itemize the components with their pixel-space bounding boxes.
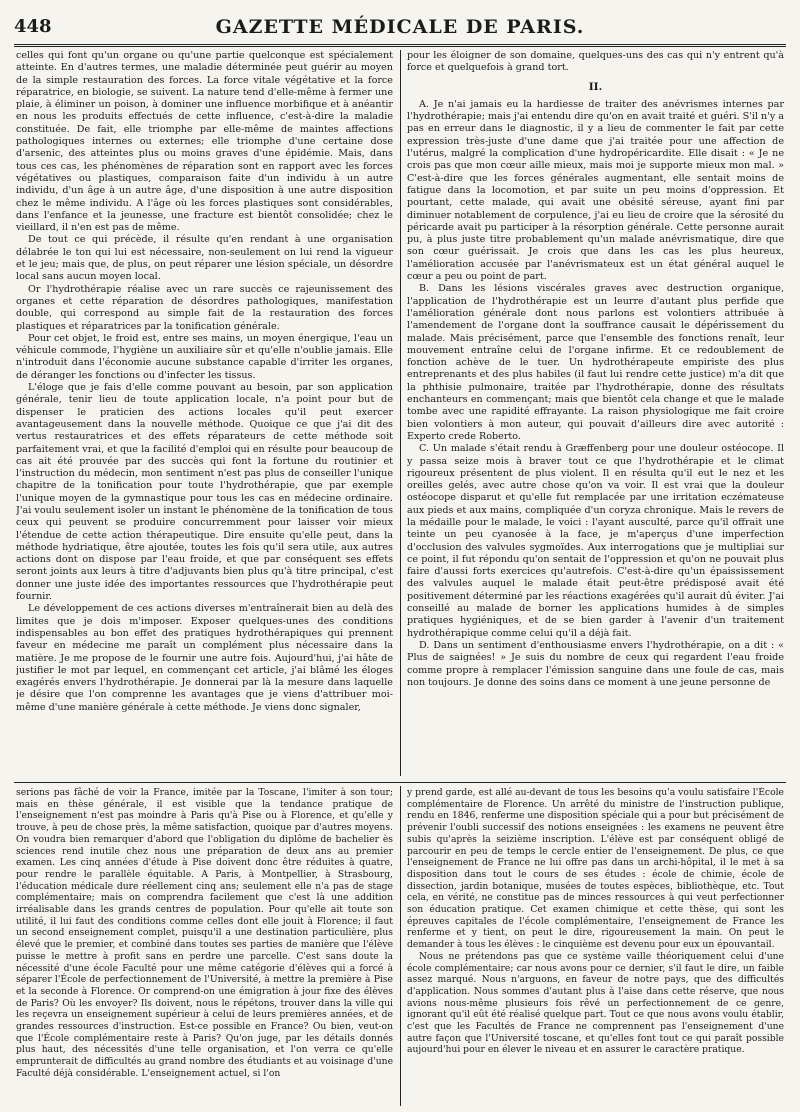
column-divider-top	[400, 50, 401, 776]
paragraph: De tout ce qui précède, il résulte qu'en rendant à une organisation délabrée le ton qui lui est nécessaire, non-seulement on lui rend la vigueur et le jeu; mais que, de plus, on peut réparer une lésion spéciale, un désordre local sans aucun moyen local.	[16, 234, 393, 283]
paragraph: C. Un malade s'était rendu à Græffenberg pour une douleur ostéocope. Il y passa seize mois à braver tout ce que l'hydrothérapie et le climat rigoureux présentent de plus violent. Il en résulta qu'il eut le nez et les oreilles gelés, avec autre chose qu'on va voir. Il est vrai que la douleur ostéocope disparut et qu'elle fut remplacée par une irritation eczémateuse aux pieds et aux mains, compliquée d'un coryza chronique. Mais le revers de la médaille pour le malade, le voici : l'ayant ausculté, parce qu'il offrait une teinte un peu cyanosée à la face, je m'aperçus d'une imperfection d'occlusion des valvules sygmoïdes. Aux interrogations que je multipliai sur ce point, il fut répondu qu'on sentait de l'oppression et qu'on ne pouvait plus faire d'aussi forts exercices qu'autrefois. C'est-à-dire qu'un épaississement des valvules auquel le malade était peut-être prédisposé avait été positivement déterminé par les réactions exagérées qu'il aurait dû éviter. J'ai conseillé au malade de borner les applications humides à de simples pratiques hygiéniques, et de se bien garder à l'avenir d'un traitement hydrothérapique comme celui qu'il a déjà fait.	[407, 443, 784, 639]
section-separator-rule	[14, 782, 786, 783]
paragraph: Pour cet objet, le froid est, entre ses mains, un moyen énergique, l'eau un véhicule commode, l'hygiène un auxiliaire sûr et qu'elle n'oublie jamais. Elle n'introduit dans l'économie aucune substance capable d'irriter les organes, de déranger les fonctions ou d'infecter les tissus.	[16, 332, 393, 381]
header-rule	[14, 44, 786, 45]
paragraph: y prend garde, est allé au-devant de tous les besoins qu'a voulu satisfaire l'École complémentaire de Florence. Un arrêté du ministre de l'instruction publique, rendu en 1846, renferme une disposition spéciale qui a pour but précisément de prévenir l'oubli successif des notions enseignées : les examens ne peuvent être subis qu'après la seizième inscription. L'élève est par conséquent obligé de parcourir en peu de temps le cercle entier de l'enseignement. De plus, ce que l'enseignement de France ne lui offre pas dans un archi-hôpital, il le met à sa disposition dans tout le cours de ses études : école de chimie, école de dissection, jardin botanique, musées de toutes espèces, bibliothèque, etc. Tout cela, en vérité, ne constitue pas de minces ressources à qui veut perfectionner son éducation pratique. Cet examen chimique et cette thèse, qui sont les épreuves capitales de l'école complémentaire, l'enseignement de France les renferme et y tient, on peut le dire, rigoureusement la main. On peut le demander à tous les élèves : le cinquième est devenu pour eux un épouvantail.	[407, 787, 784, 951]
paragraph: Nous ne prétendons pas que ce système vaille théoriquement celui d'une école complémentaire; car nous avons pour ce dernier, s'il faut le dire, un faible assez marqué. Nous n'arguons, en faveur de notre pays, que des difficultés d'application. Nous sommes d'autant plus à l'aise dans cette réserve, que nous avions nous-même plusieurs fois rêvé un perfectionnement de ce genre, ignorant qu'il eût été réalisé quelque part. Tout ce que nous avons voulu établir, c'est que les Facultés de France ne comprennent pas l'enseignement d'une autre façon que l'Université toscane, et qu'elles font tout ce qui paraît possible aujourd'hui pour en élever le niveau et en assurer le caractère pratique.	[407, 950, 784, 1056]
header-rule-double	[14, 46, 786, 47]
bottom-right-column	[407, 787, 784, 1107]
paragraph: Or l'hydrothérapie réalise avec un rare succès ce rajeunissement des organes et cette réparation de désordres pathologiques, manifestation double, qui correspond au simple fait de la restauration des forces plastiques et réparatrices par la tonification générale.	[16, 283, 393, 332]
journal-title: GAZETTE MÉDICALE DE PARIS.	[215, 16, 585, 38]
paragraph: L'éloge que je fais d'elle comme pouvant au besoin, par son application générale, tenir lieu de toute application locale, n'a point pour but de dispenser le praticien des actions locales qu'il peut exercer avantageusement dans la nouvelle méthode. Quoique ce que j'ai dit des vertus restauratrices et des effets réparateurs de cette méthode soit parfaitement vrai, et que la facilité d'emploi qui en résulte pour beaucoup de cas ait été prouvée par des succès qui font la fortune du routinier et l'instruction du médecin, mon sentiment n'est pas plus de conseiller l'unique chapitre de la tonification pour toute l'hydrothérapie, que par exemple l'unique moyen de la gymnastique pour tous les cas en médecine ordinaire. J'ai voulu seulement isoler un instant le phénomène de la tonification de tous ceux qui peuvent se produire concurremment pour laisser voir mieux l'étendue de cette action thérapeutique. Dire ensuite qu'elle peut, dans la méthode hydriatique, être ajoutée, toutes les fois qu'il sera utile, aux autres actions dont on dispose par l'eau froide, et que par conséquent ses effets seront joints aux leurs à titre d'adjuvants bien plus qu'à titre principal, c'est donner une juste idée des importantes ressources que l'hydrothérapie peut fournir.	[16, 382, 393, 603]
page-number: 448	[14, 16, 52, 37]
paragraph-intro: pour les éloigner de son domaine, quelques-uns des cas qui n'y entrent qu'à force et quelquefois à grand tort.	[407, 50, 784, 74]
top-left-column	[16, 50, 393, 778]
paragraph: D. Dans un sentiment d'enthousiasme envers l'hydrothérapie, on a dit : « Plus de saignées! » Je suis du nombre de ceux qui regardent l'eau froide comme propre à remplacer l'émission sanguine dans une foule de cas, mais non toujours. Je donne des soins dans ce moment à une jeune personne de	[407, 639, 784, 688]
paragraph: serions pas fâché de voir la France, imitée par la Toscane, l'imiter à son tour; mais en thèse générale, il est visible que la tendance pratique de l'enseignement n'est pas moindre à Paris qu'à Pise ou à Florence, et qu'elle y trouve, à peu de chose près, la même satisfaction, quoique par d'autres moyens. On voudra bien remarquer d'abord que l'obligation du diplôme de bachelier ès sciences rend inutile chez nous une préparation de deux ans au premier examen. Les cinq années d'étude à Pise doivent donc être réduites à quatre, pour rendre le parallèle équitable. A Paris, à Montpellier, à Strasbourg, l'éducation médicale dure réellement cinq ans; seulement elle n'a pas de stage complémentaire; mais on comprendra facilement que c'est là une addition irréalisable dans les grands centres de population. Pour qu'elle ait toute son utilité, il lui faut des conditions comme celles dont elle jouit à Florence; il faut un second enseignement complet, puisqu'il a une destination particulière, plus élevé que le premier, et combiné dans toutes ses parties de manière que l'élève puisse le mettre à profit sans en perdre une parcelle. C'est sans doute la nécessité d'une école Faculté pour une même catégorie d'élèves qui a forcé à séparer l'École de perfectionnement de l'Université, à mettre la première à Pise et la seconde à Florence. Or comprend-on une émigration à jour fixe des élèves de Paris? Où les envoyer? Ils doivent, nous le répétons, trouver dans la ville qui les reçevra un enseignement supérieur à celui de leurs premières années, et de grandes ressources d'instruction. Est-ce possible en France? Ou bien, veut-on que l'École complémentaire reste à Paris? Qu'on juge, par les détails donnés plus haut, des nécessités d'une telle organisation, et l'on verra ce qu'elle emprunterait de difficultés au grand nombre des étudiants et au voisinage d'une Faculté déjà considérable. L'enseignement actuel, si l'on	[16, 787, 393, 1079]
paragraph: Le développement de ces actions diverses m'entraînerait bien au delà des limites que je dois m'imposer. Exposer quelques-unes des conditions indispensables au bon effet des pratiques hydrothérapiques qui prennent faveur en médecine me paraît un complément plus nécessaire dans la matière. Je me propose de le fournir une autre fois. Aujourd'hui, j'ai hâte de justifier le mot par lequel, en commençant cet article, j'ai blâmé les éloges exagérés envers l'hydrothérapie. Je donnerai par là la mesure dans laquelle je désire que l'on comprenne les avantages que je viens d'attribuer moi-même d'une manière générale à cette méthode. Je viens donc signaler,	[16, 603, 393, 713]
page-header	[14, 14, 786, 40]
paragraph: B. Dans les lésions viscérales graves avec destruction organique, l'application de l'hydrothérapie est un leurre d'autant plus perfide que l'amélioration générale dont nous parlons est volontiers attribuée à l'amendement de l'organe dont la souffrance causait le dépérissement du malade. Mais précisément, parce que l'ensemble des fonctions renaît, leur mouvement entraîne celui de l'organe infirme. Et ce redoublement de fonction achève de le tuer. Un hydrothérapeute empiriste des plus entreprenants et des plus habiles (il faut lui rendre cette justice) m'a dit que la phthisie pulmonaire, traitée par l'hydrothérapie, donne des résultats enchanteurs en commençant; mais que bientôt cela change et que le malade tombe avec une rapidité effrayante. La raison physiologique me fait croire bien volontiers à mon auteur, qui pouvait d'ailleurs dire avec autorité : Experto crede Roberto.	[407, 283, 784, 442]
section-number: II.	[588, 80, 603, 93]
bottom-left-column	[16, 787, 393, 1107]
paragraph: celles qui font qu'un organe ou qu'une partie quelconque est spécialement atteinte. En d'autres termes, une maladie déterminée peut guérir au moyen de la simple restauration des forces. La force vitale végétative et la force réparatrice, en biologie, se suivent. La nature tend d'elle-même à fermer une plaie, à éliminer un poison, à dominer une influence morbifique et à anéantir en nous les produits effectués de cette influence, c'est-à-dire la maladie constituée. De fait, elle triomphe par elle-même de maintes affections pathologiques internes ou externes; elle triomphe d'une certaine dose d'arsenic, des atteintes plus ou moins graves d'une épidémie. Mais, dans tous ces cas, les phénomènes de réparation sont en rapport avec les forces végétatives ou plastiques, comparaison faite d'un individu à un autre individu, d'un âge à un autre âge, d'une disposition à une autre disposition chez le même individu. A l'âge où les forces plastiques sont considérables, dans l'enfance et la jeunesse, une fracture est bientôt consolidée; chez le vieillard, il n'en est pas de même.	[16, 50, 393, 234]
column-divider-bottom	[400, 786, 401, 1106]
paragraph: A. Je n'ai jamais eu la hardiesse de traiter des anévrismes internes par l'hydrothérapie; mais j'ai entendu dire qu'on en avait traité et guéri. S'il n'y a pas en erreur dans le diagnostic, il y a lieu de commenter le fait par cette expression très-juste d'une dame que j'ai traitée pour une affection de l'utérus, malgré la complication d'une hydropéricardite. Elle disait : « Je ne crois pas que mon cœur aille mieux, mais moi je supporte mieux mon mal. » C'est-à-dire que les forces générales augmentant, elle sentait moins de fatigue dans la locomotion, et par suite un peu moins d'oppression. Et pourtant, cette malade, qui avait une obésité séreuse, ayant fini par diminuer notablement de corpulence, j'ai eu lieu de croire que la sérosité du péricarde avait pu participer à la résorption générale. Cette personne aurait pu, à plus juste titre probablement qu'un malade anévrismatique, dire que son cœur guérissait. Je crois que dans les cas les plus heureux, l'amélioration accusée par l'anévrismateux est un état général auquel le cœur a peu ou point de part.	[407, 98, 784, 283]
top-right-column	[407, 50, 784, 778]
